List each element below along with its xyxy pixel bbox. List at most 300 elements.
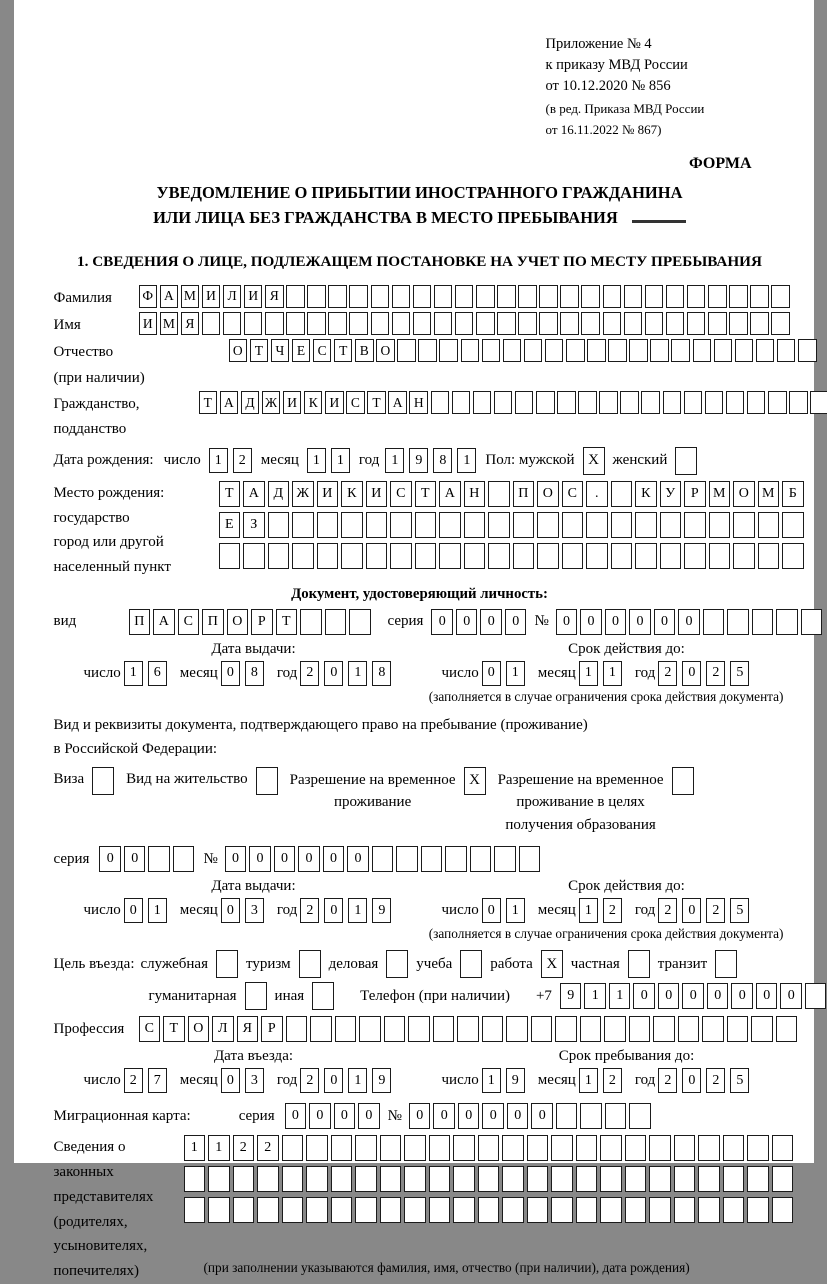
char-cell[interactable] <box>611 543 633 569</box>
char-cell[interactable]: 0 <box>221 1068 240 1093</box>
char-cell[interactable]: 5 <box>730 1068 749 1093</box>
char-cell[interactable]: 1 <box>348 1068 367 1093</box>
char-cell[interactable] <box>429 1197 451 1223</box>
char-cell[interactable] <box>645 285 664 308</box>
char-cell[interactable]: 0 <box>682 898 701 923</box>
char-cell[interactable] <box>539 312 558 335</box>
char-cell[interactable]: Ж <box>292 481 314 507</box>
char-cell[interactable]: 1 <box>457 448 476 473</box>
char-cell[interactable]: 1 <box>506 661 525 686</box>
char-cell[interactable] <box>257 1166 279 1192</box>
char-cell[interactable] <box>727 1016 749 1042</box>
char-cell[interactable] <box>306 1135 328 1161</box>
char-cell[interactable]: 0 <box>99 846 121 872</box>
char-cell[interactable] <box>331 1166 353 1192</box>
char-cell[interactable]: 0 <box>531 1103 553 1129</box>
char-cell[interactable] <box>464 512 486 538</box>
char-cell[interactable] <box>733 512 755 538</box>
char-cell[interactable] <box>380 1166 402 1192</box>
char-cell[interactable]: П <box>129 609 151 635</box>
char-cell[interactable]: 3 <box>245 898 264 923</box>
char-cell[interactable]: 0 <box>682 1068 701 1093</box>
char-cell[interactable]: 8 <box>245 661 264 686</box>
char-cell[interactable] <box>698 1135 720 1161</box>
char-cell[interactable] <box>708 312 727 335</box>
char-cell[interactable]: С <box>178 609 200 635</box>
char-cell[interactable] <box>649 1197 671 1223</box>
char-cell[interactable]: И <box>317 481 339 507</box>
char-cell[interactable] <box>415 512 437 538</box>
char-cell[interactable] <box>723 1135 745 1161</box>
char-cell[interactable]: 0 <box>482 898 501 923</box>
char-cell[interactable]: 1 <box>209 448 228 473</box>
char-cell[interactable] <box>208 1166 230 1192</box>
char-cell[interactable] <box>581 285 600 308</box>
char-cell[interactable] <box>328 285 347 308</box>
char-cell[interactable] <box>418 339 437 362</box>
char-cell[interactable] <box>173 846 195 872</box>
char-cell[interactable] <box>506 1016 528 1042</box>
char-cell[interactable]: 1 <box>584 983 606 1009</box>
char-cell[interactable] <box>782 512 804 538</box>
char-cell[interactable]: А <box>439 481 461 507</box>
char-cell[interactable]: О <box>537 481 559 507</box>
char-cell[interactable] <box>502 1135 524 1161</box>
char-cell[interactable]: А <box>153 609 175 635</box>
char-cell[interactable]: П <box>513 481 535 507</box>
char-cell[interactable] <box>789 391 808 414</box>
char-cell[interactable] <box>698 1166 720 1192</box>
char-cell[interactable] <box>429 1135 451 1161</box>
char-cell[interactable] <box>674 1135 696 1161</box>
char-cell[interactable] <box>349 609 371 635</box>
char-cell[interactable] <box>605 1103 627 1129</box>
char-cell[interactable] <box>476 312 495 335</box>
char-cell[interactable] <box>494 846 516 872</box>
char-cell[interactable]: П <box>202 609 224 635</box>
char-cell[interactable] <box>635 543 657 569</box>
char-cell[interactable]: О <box>376 339 395 362</box>
char-cell[interactable] <box>599 391 618 414</box>
char-cell[interactable]: 0 <box>225 846 247 872</box>
char-cell[interactable] <box>265 312 284 335</box>
char-cell[interactable] <box>684 543 706 569</box>
char-cell[interactable] <box>603 312 622 335</box>
char-cell[interactable] <box>750 312 769 335</box>
char-cell[interactable] <box>645 312 664 335</box>
char-cell[interactable] <box>482 1016 504 1042</box>
char-cell[interactable] <box>307 285 326 308</box>
char-cell[interactable] <box>415 543 437 569</box>
char-cell[interactable]: 0 <box>431 609 453 635</box>
char-cell[interactable]: 0 <box>731 983 753 1009</box>
char-cell[interactable]: 1 <box>506 898 525 923</box>
char-cell[interactable] <box>184 1197 206 1223</box>
char-cell[interactable] <box>488 481 510 507</box>
char-cell[interactable]: 0 <box>124 846 146 872</box>
char-cell[interactable]: 0 <box>433 1103 455 1129</box>
char-cell[interactable] <box>286 285 305 308</box>
char-cell[interactable] <box>551 1135 573 1161</box>
char-cell[interactable] <box>752 609 774 635</box>
char-cell[interactable] <box>503 339 522 362</box>
char-cell[interactable]: 1 <box>348 898 367 923</box>
char-cell[interactable] <box>404 1135 426 1161</box>
char-cell[interactable]: 1 <box>579 898 598 923</box>
char-cell[interactable]: А <box>388 391 407 414</box>
char-cell[interactable] <box>413 312 432 335</box>
char-cell[interactable] <box>562 512 584 538</box>
char-cell[interactable]: 1 <box>482 1068 501 1093</box>
char-cell[interactable] <box>372 846 394 872</box>
char-cell[interactable] <box>629 339 648 362</box>
char-cell[interactable] <box>772 1166 794 1192</box>
char-cell[interactable] <box>434 312 453 335</box>
checkbox-cell[interactable] <box>256 767 278 795</box>
char-cell[interactable]: 2 <box>658 661 677 686</box>
char-cell[interactable]: 1 <box>307 448 326 473</box>
char-cell[interactable] <box>355 1166 377 1192</box>
char-cell[interactable]: М <box>181 285 200 308</box>
checkbox-cell[interactable] <box>672 767 694 795</box>
char-cell[interactable] <box>576 1135 598 1161</box>
char-cell[interactable]: 9 <box>560 983 582 1009</box>
char-cell[interactable] <box>771 312 790 335</box>
char-cell[interactable] <box>473 391 492 414</box>
char-cell[interactable] <box>576 1166 598 1192</box>
char-cell[interactable] <box>390 512 412 538</box>
char-cell[interactable]: 1 <box>609 983 631 1009</box>
char-cell[interactable] <box>257 1197 279 1223</box>
char-cell[interactable]: Т <box>219 481 241 507</box>
char-cell[interactable]: И <box>283 391 302 414</box>
char-cell[interactable] <box>687 312 706 335</box>
char-cell[interactable]: 2 <box>706 661 725 686</box>
char-cell[interactable]: Т <box>334 339 353 362</box>
char-cell[interactable] <box>625 1166 647 1192</box>
char-cell[interactable] <box>233 1166 255 1192</box>
char-cell[interactable]: 0 <box>347 846 369 872</box>
char-cell[interactable]: 5 <box>730 661 749 686</box>
char-cell[interactable]: Я <box>237 1016 259 1042</box>
char-cell[interactable]: Т <box>250 339 269 362</box>
char-cell[interactable]: 7 <box>148 1068 167 1093</box>
char-cell[interactable] <box>497 312 516 335</box>
char-cell[interactable] <box>233 1197 255 1223</box>
char-cell[interactable]: 0 <box>285 1103 307 1129</box>
char-cell[interactable] <box>527 1135 549 1161</box>
checkbox-cell[interactable]: X <box>583 447 605 475</box>
char-cell[interactable]: 0 <box>324 898 343 923</box>
char-cell[interactable] <box>268 512 290 538</box>
char-cell[interactable] <box>566 339 585 362</box>
char-cell[interactable]: 0 <box>458 1103 480 1129</box>
char-cell[interactable] <box>445 846 467 872</box>
char-cell[interactable] <box>581 312 600 335</box>
char-cell[interactable] <box>286 1016 308 1042</box>
char-cell[interactable]: С <box>139 1016 161 1042</box>
char-cell[interactable] <box>292 512 314 538</box>
char-cell[interactable] <box>560 312 579 335</box>
char-cell[interactable]: 2 <box>233 448 252 473</box>
char-cell[interactable]: 0 <box>629 609 651 635</box>
char-cell[interactable]: О <box>229 339 248 362</box>
char-cell[interactable] <box>366 512 388 538</box>
char-cell[interactable]: 2 <box>706 1068 725 1093</box>
char-cell[interactable] <box>684 391 703 414</box>
checkbox-cell[interactable] <box>92 767 114 795</box>
char-cell[interactable]: Р <box>251 609 273 635</box>
char-cell[interactable]: 1 <box>579 661 598 686</box>
char-cell[interactable] <box>758 543 780 569</box>
char-cell[interactable]: 0 <box>249 846 271 872</box>
char-cell[interactable] <box>653 1016 675 1042</box>
char-cell[interactable]: 2 <box>300 661 319 686</box>
char-cell[interactable] <box>650 339 669 362</box>
char-cell[interactable]: 2 <box>658 1068 677 1093</box>
char-cell[interactable] <box>397 339 416 362</box>
char-cell[interactable]: 3 <box>245 1068 264 1093</box>
char-cell[interactable] <box>537 543 559 569</box>
char-cell[interactable]: Е <box>292 339 311 362</box>
char-cell[interactable] <box>527 1166 549 1192</box>
char-cell[interactable]: К <box>635 481 657 507</box>
char-cell[interactable]: 2 <box>257 1135 279 1161</box>
char-cell[interactable] <box>772 1135 794 1161</box>
char-cell[interactable]: 0 <box>654 609 676 635</box>
char-cell[interactable] <box>776 1016 798 1042</box>
char-cell[interactable] <box>723 1197 745 1223</box>
char-cell[interactable]: 1 <box>148 898 167 923</box>
checkbox-cell[interactable] <box>299 950 321 978</box>
char-cell[interactable]: 0 <box>756 983 778 1009</box>
char-cell[interactable]: 1 <box>124 661 143 686</box>
char-cell[interactable]: Б <box>782 481 804 507</box>
char-cell[interactable] <box>663 391 682 414</box>
char-cell[interactable]: 0 <box>507 1103 529 1129</box>
char-cell[interactable] <box>219 543 241 569</box>
char-cell[interactable]: 0 <box>505 609 527 635</box>
char-cell[interactable]: 0 <box>409 1103 431 1129</box>
char-cell[interactable] <box>286 312 305 335</box>
checkbox-cell[interactable] <box>386 950 408 978</box>
char-cell[interactable] <box>461 339 480 362</box>
char-cell[interactable]: 9 <box>409 448 428 473</box>
char-cell[interactable] <box>306 1197 328 1223</box>
char-cell[interactable]: 2 <box>603 898 622 923</box>
char-cell[interactable] <box>439 543 461 569</box>
char-cell[interactable]: И <box>244 285 263 308</box>
char-cell[interactable] <box>482 339 501 362</box>
char-cell[interactable] <box>641 391 660 414</box>
char-cell[interactable] <box>703 609 725 635</box>
char-cell[interactable]: 0 <box>780 983 802 1009</box>
char-cell[interactable] <box>317 543 339 569</box>
char-cell[interactable]: 0 <box>682 983 704 1009</box>
char-cell[interactable]: 2 <box>233 1135 255 1161</box>
char-cell[interactable] <box>306 1166 328 1192</box>
char-cell[interactable] <box>714 339 733 362</box>
char-cell[interactable] <box>464 543 486 569</box>
char-cell[interactable]: 0 <box>456 609 478 635</box>
char-cell[interactable] <box>747 1166 769 1192</box>
char-cell[interactable] <box>413 285 432 308</box>
char-cell[interactable] <box>359 1016 381 1042</box>
char-cell[interactable] <box>300 609 322 635</box>
char-cell[interactable] <box>434 285 453 308</box>
char-cell[interactable] <box>586 543 608 569</box>
char-cell[interactable] <box>335 1016 357 1042</box>
char-cell[interactable]: Т <box>199 391 218 414</box>
char-cell[interactable] <box>629 1016 651 1042</box>
char-cell[interactable]: Т <box>367 391 386 414</box>
char-cell[interactable] <box>624 312 643 335</box>
char-cell[interactable] <box>735 339 754 362</box>
char-cell[interactable]: 8 <box>372 661 391 686</box>
char-cell[interactable] <box>390 543 412 569</box>
char-cell[interactable]: 0 <box>309 1103 331 1129</box>
char-cell[interactable]: 0 <box>358 1103 380 1129</box>
char-cell[interactable] <box>611 512 633 538</box>
char-cell[interactable] <box>729 285 748 308</box>
char-cell[interactable] <box>603 285 622 308</box>
char-cell[interactable]: А <box>243 481 265 507</box>
char-cell[interactable] <box>453 1166 475 1192</box>
char-cell[interactable] <box>307 312 326 335</box>
char-cell[interactable]: 1 <box>184 1135 206 1161</box>
char-cell[interactable] <box>341 512 363 538</box>
char-cell[interactable]: Д <box>268 481 290 507</box>
char-cell[interactable] <box>452 391 471 414</box>
char-cell[interactable] <box>747 1135 769 1161</box>
char-cell[interactable] <box>208 1197 230 1223</box>
char-cell[interactable]: 0 <box>324 661 343 686</box>
char-cell[interactable]: 0 <box>556 609 578 635</box>
char-cell[interactable] <box>355 1135 377 1161</box>
char-cell[interactable] <box>243 543 265 569</box>
char-cell[interactable]: Я <box>265 285 284 308</box>
char-cell[interactable] <box>578 391 597 414</box>
char-cell[interactable] <box>292 543 314 569</box>
char-cell[interactable] <box>671 339 690 362</box>
char-cell[interactable]: 9 <box>372 898 391 923</box>
char-cell[interactable]: Н <box>464 481 486 507</box>
char-cell[interactable] <box>625 1135 647 1161</box>
char-cell[interactable] <box>478 1166 500 1192</box>
char-cell[interactable]: 2 <box>124 1068 143 1093</box>
char-cell[interactable]: Р <box>261 1016 283 1042</box>
char-cell[interactable] <box>223 312 242 335</box>
char-cell[interactable] <box>611 481 633 507</box>
char-cell[interactable] <box>801 609 823 635</box>
char-cell[interactable]: К <box>341 481 363 507</box>
char-cell[interactable] <box>488 543 510 569</box>
char-cell[interactable]: 0 <box>482 1103 504 1129</box>
char-cell[interactable]: О <box>733 481 755 507</box>
checkbox-cell[interactable] <box>460 950 482 978</box>
char-cell[interactable]: 5 <box>730 898 749 923</box>
char-cell[interactable] <box>355 1197 377 1223</box>
char-cell[interactable] <box>805 983 827 1009</box>
char-cell[interactable] <box>494 391 513 414</box>
char-cell[interactable] <box>810 391 827 414</box>
char-cell[interactable] <box>455 285 474 308</box>
char-cell[interactable] <box>497 285 516 308</box>
char-cell[interactable]: Ч <box>271 339 290 362</box>
char-cell[interactable] <box>371 285 390 308</box>
char-cell[interactable]: 6 <box>148 661 167 686</box>
char-cell[interactable] <box>518 285 537 308</box>
char-cell[interactable] <box>470 846 492 872</box>
char-cell[interactable] <box>408 1016 430 1042</box>
char-cell[interactable] <box>331 1197 353 1223</box>
char-cell[interactable] <box>524 339 543 362</box>
char-cell[interactable] <box>777 339 796 362</box>
char-cell[interactable]: 0 <box>298 846 320 872</box>
char-cell[interactable] <box>519 846 541 872</box>
char-cell[interactable]: О <box>227 609 249 635</box>
char-cell[interactable] <box>649 1166 671 1192</box>
char-cell[interactable] <box>733 543 755 569</box>
char-cell[interactable]: 0 <box>482 661 501 686</box>
char-cell[interactable] <box>771 285 790 308</box>
char-cell[interactable]: У <box>660 481 682 507</box>
char-cell[interactable] <box>518 312 537 335</box>
char-cell[interactable] <box>527 1197 549 1223</box>
char-cell[interactable] <box>674 1197 696 1223</box>
char-cell[interactable]: 1 <box>603 661 622 686</box>
char-cell[interactable]: В <box>355 339 374 362</box>
char-cell[interactable] <box>562 543 584 569</box>
char-cell[interactable]: 9 <box>506 1068 525 1093</box>
char-cell[interactable]: 1 <box>331 448 350 473</box>
char-cell[interactable]: И <box>325 391 344 414</box>
char-cell[interactable] <box>772 1197 794 1223</box>
char-cell[interactable]: 0 <box>334 1103 356 1129</box>
char-cell[interactable]: Р <box>684 481 706 507</box>
char-cell[interactable]: 0 <box>605 609 627 635</box>
char-cell[interactable]: О <box>188 1016 210 1042</box>
char-cell[interactable] <box>782 543 804 569</box>
char-cell[interactable] <box>148 846 170 872</box>
char-cell[interactable] <box>587 339 606 362</box>
char-cell[interactable]: 1 <box>385 448 404 473</box>
char-cell[interactable] <box>756 339 775 362</box>
char-cell[interactable]: . <box>586 481 608 507</box>
char-cell[interactable] <box>556 1103 578 1129</box>
char-cell[interactable]: Т <box>276 609 298 635</box>
char-cell[interactable] <box>649 1135 671 1161</box>
char-cell[interactable] <box>747 1197 769 1223</box>
char-cell[interactable]: Ф <box>139 285 158 308</box>
char-cell[interactable] <box>268 543 290 569</box>
char-cell[interactable] <box>726 391 745 414</box>
char-cell[interactable] <box>457 1016 479 1042</box>
checkbox-cell[interactable] <box>675 447 697 475</box>
char-cell[interactable] <box>586 512 608 538</box>
char-cell[interactable] <box>684 512 706 538</box>
char-cell[interactable]: 2 <box>706 898 725 923</box>
char-cell[interactable] <box>758 512 780 538</box>
char-cell[interactable] <box>429 1166 451 1192</box>
char-cell[interactable] <box>660 543 682 569</box>
char-cell[interactable] <box>502 1166 524 1192</box>
char-cell[interactable] <box>396 846 418 872</box>
char-cell[interactable] <box>705 391 724 414</box>
char-cell[interactable] <box>576 1197 598 1223</box>
char-cell[interactable]: Л <box>212 1016 234 1042</box>
char-cell[interactable] <box>625 1197 647 1223</box>
